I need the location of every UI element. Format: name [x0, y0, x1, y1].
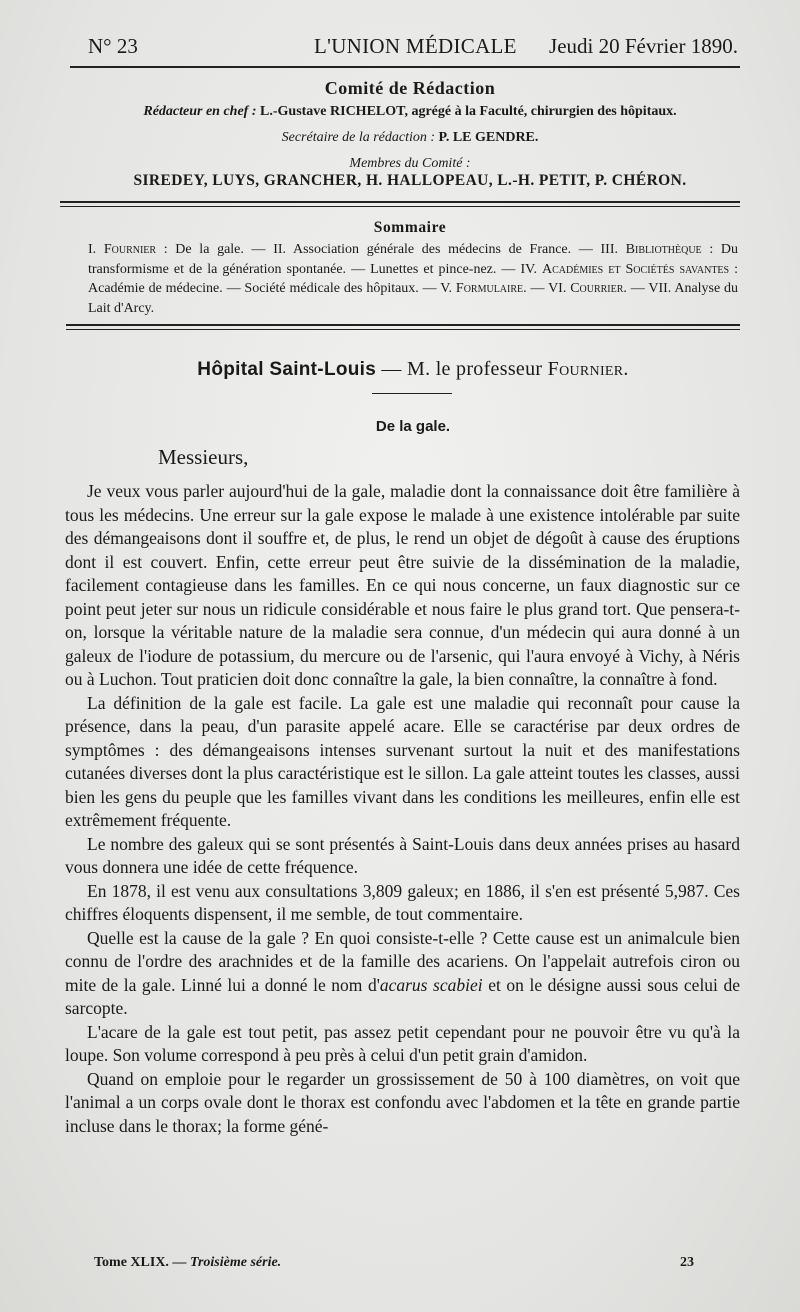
secretary-label: Secrétaire de la rédaction :	[281, 130, 436, 145]
article-body	[65, 480, 740, 1138]
sommaire-body	[88, 240, 738, 318]
footer-volume	[94, 1255, 281, 1271]
chief-label: Rédacteur en chef :	[143, 104, 257, 119]
issue-date: Jeudi 20 Février 1890.	[549, 34, 738, 58]
sommaire-iii-num: III.	[600, 242, 618, 257]
paragraph-3: Le nombre des galeux qui se sont présentés à Saint-Louis dans deux années prises au hasard vous donnera une idée de cette fréquence.	[65, 833, 740, 877]
paragraph-5-pre: d'	[367, 974, 380, 995]
salutation: Messieurs,	[158, 445, 249, 469]
editor-in-chief-line	[80, 104, 740, 120]
secretary-line	[80, 130, 740, 146]
article-heading	[88, 358, 738, 381]
sommaire-ii-text: II. Association générale des médecins de France. —	[273, 242, 593, 257]
sommaire-title: Sommaire	[373, 219, 447, 236]
professor-prefix: — M. le professeur	[381, 358, 543, 380]
chief-name: L.-Gustave RICHELOT, agrégé à la Faculté, chirurgien des hôpitaux.	[260, 104, 677, 119]
paragraph-7: Quand on emploie pour le regarder un grossissement de 50 à 100 diamètres, on voit que l'animal a un corps ovale dont le thorax est confondu avec l'abdomen et la tête en grande partie incluse dans le thorax; la forme géné-	[65, 1068, 740, 1136]
latin-name: acarus scabiei	[379, 974, 483, 995]
article-subtitle: De la gale.	[375, 418, 451, 435]
sommaire-iii-text: : Du transformisme et de la génération spontanée. — Lunettes et pince-nez. —	[88, 242, 739, 277]
sommaire-i-text: : De la gale. —	[163, 242, 266, 257]
sommaire-v-num: V.	[440, 281, 453, 296]
secretary-name: P. LE GENDRE.	[438, 130, 539, 145]
sommaire-iv-num: IV.	[520, 261, 537, 277]
page-footer	[94, 1255, 694, 1277]
sommaire-iv-name: Académies et Sociétés savantes	[542, 261, 730, 277]
sommaire-iii-name: Bibliothèque	[625, 242, 702, 257]
issue-number: N° 23	[88, 34, 138, 58]
committee-title: Comité de Rédaction	[324, 78, 496, 98]
committee-rule-top	[60, 201, 740, 203]
sommaire-rule-bottom	[66, 329, 740, 330]
paragraph-5-text: Quelle est la cause de la gale ? En quoi consiste-t-elle ? Cette cause est un animalcule bien connu de l'ordre des arachnides et de la famille des acariens. On l'appelait autrefois ciron ou mite de la gale. Linné lui a donné le nom	[65, 927, 740, 995]
paragraph-6: L'acare de la gale est tout petit, pas assez petit cependant pour ne pouvoir être vu qu'à la loupe. Son volume correspond à peu près à celui d'un petit grain d'amidon.	[65, 1021, 740, 1065]
heading-rule	[372, 393, 452, 394]
sommaire-i-name: Fournier	[103, 242, 157, 257]
journal-title: L'UNION MÉDICALE	[314, 34, 517, 58]
paragraph-5	[65, 927, 740, 1021]
sommaire-v-name: Formulaire.	[455, 281, 527, 296]
hospital-name: Hôpital Saint-Louis	[197, 359, 377, 380]
members-label: Membres du Comité :	[349, 156, 471, 171]
footer-tome: Tome XLIX. —	[94, 1255, 187, 1270]
paragraph-4: En 1878, il est venu aux consultations 3,809 galeux; en 1886, il s'en est présenté 5,987. Ces chiffres éloquents dispensent, il me semble, de tout commentaire.	[65, 880, 740, 924]
sommaire-vi-name: Courrier.	[570, 281, 627, 296]
page-number: 23	[680, 1255, 694, 1270]
sommaire-rule-top	[66, 324, 740, 326]
sommaire-vi-num: — VI.	[530, 281, 567, 296]
footer-series: Troisième série.	[189, 1255, 282, 1270]
sommaire-i-num: I.	[88, 242, 97, 257]
paragraph-1: Je veux vous parler aujourd'hui de la gale, maladie dont la connaissance doit être familière à tous les médecins. Une erreur sur la gale expose le malade à une existence intolérable par suite des démangeaisons dont il souffre et, de plus, le rend un objet de dégoût à cause des éruptions dont il est couvert. Enfin, cette erreur peut être suivie de la dissémination de la maladie, facilement contagieuse dans les familles. En ce qui nous concerne, un faux diagnostic sur ce point peut jeter sur nous un ridicule considérable et nous faire le plus grand tort. Que pensera-t-on, lorsque la véritable nature de la maladie sera connue, d'un médecin qui aura donné à un galeux de l'iodure de potassium, du mercure ou de l'arsenic, qui l'aura envoyé à Vichy, à Néris ou à Luchon. Tout praticien doit donc connaître la gale, la bien connaître, la connaître à fond.	[65, 481, 740, 689]
members-names: SIREDEY, LUYS, GRANCHER, H. HALLOPEAU, L.-H. PETIT, P. CHÉRON.	[133, 172, 687, 189]
paragraph-5-end: et on le désigne aussi sous celui de sarcopte.	[65, 974, 740, 1018]
paragraph-2: La définition de la gale est facile. La gale est une maladie qui reconnaît pour cause la présence, dans la peau, d'un parasite appelé acare. Elle se caractérise par deux ordres de symptômes : des démangeaisons intenses survenant surtout la nuit et des manifestations cutanées diverses dont la plus caractéristique est le sillon. La gale atteint toutes les classes, aussi bien les gens du peuple que les familles vivant dans les conditions les meilleures, enfin elle est extrêmement fréquente.	[65, 692, 740, 830]
header-rule	[70, 66, 740, 68]
professor-name: Fournier.	[547, 358, 629, 380]
sommaire-iv-text: : Académie de médecine. — Société médicale des hôpitaux. —	[88, 261, 739, 296]
committee-rule-bottom	[60, 206, 740, 207]
page-header	[88, 32, 738, 66]
sommaire-vii-text: — VII. Analyse du Lait d'Arcy.	[88, 281, 739, 316]
